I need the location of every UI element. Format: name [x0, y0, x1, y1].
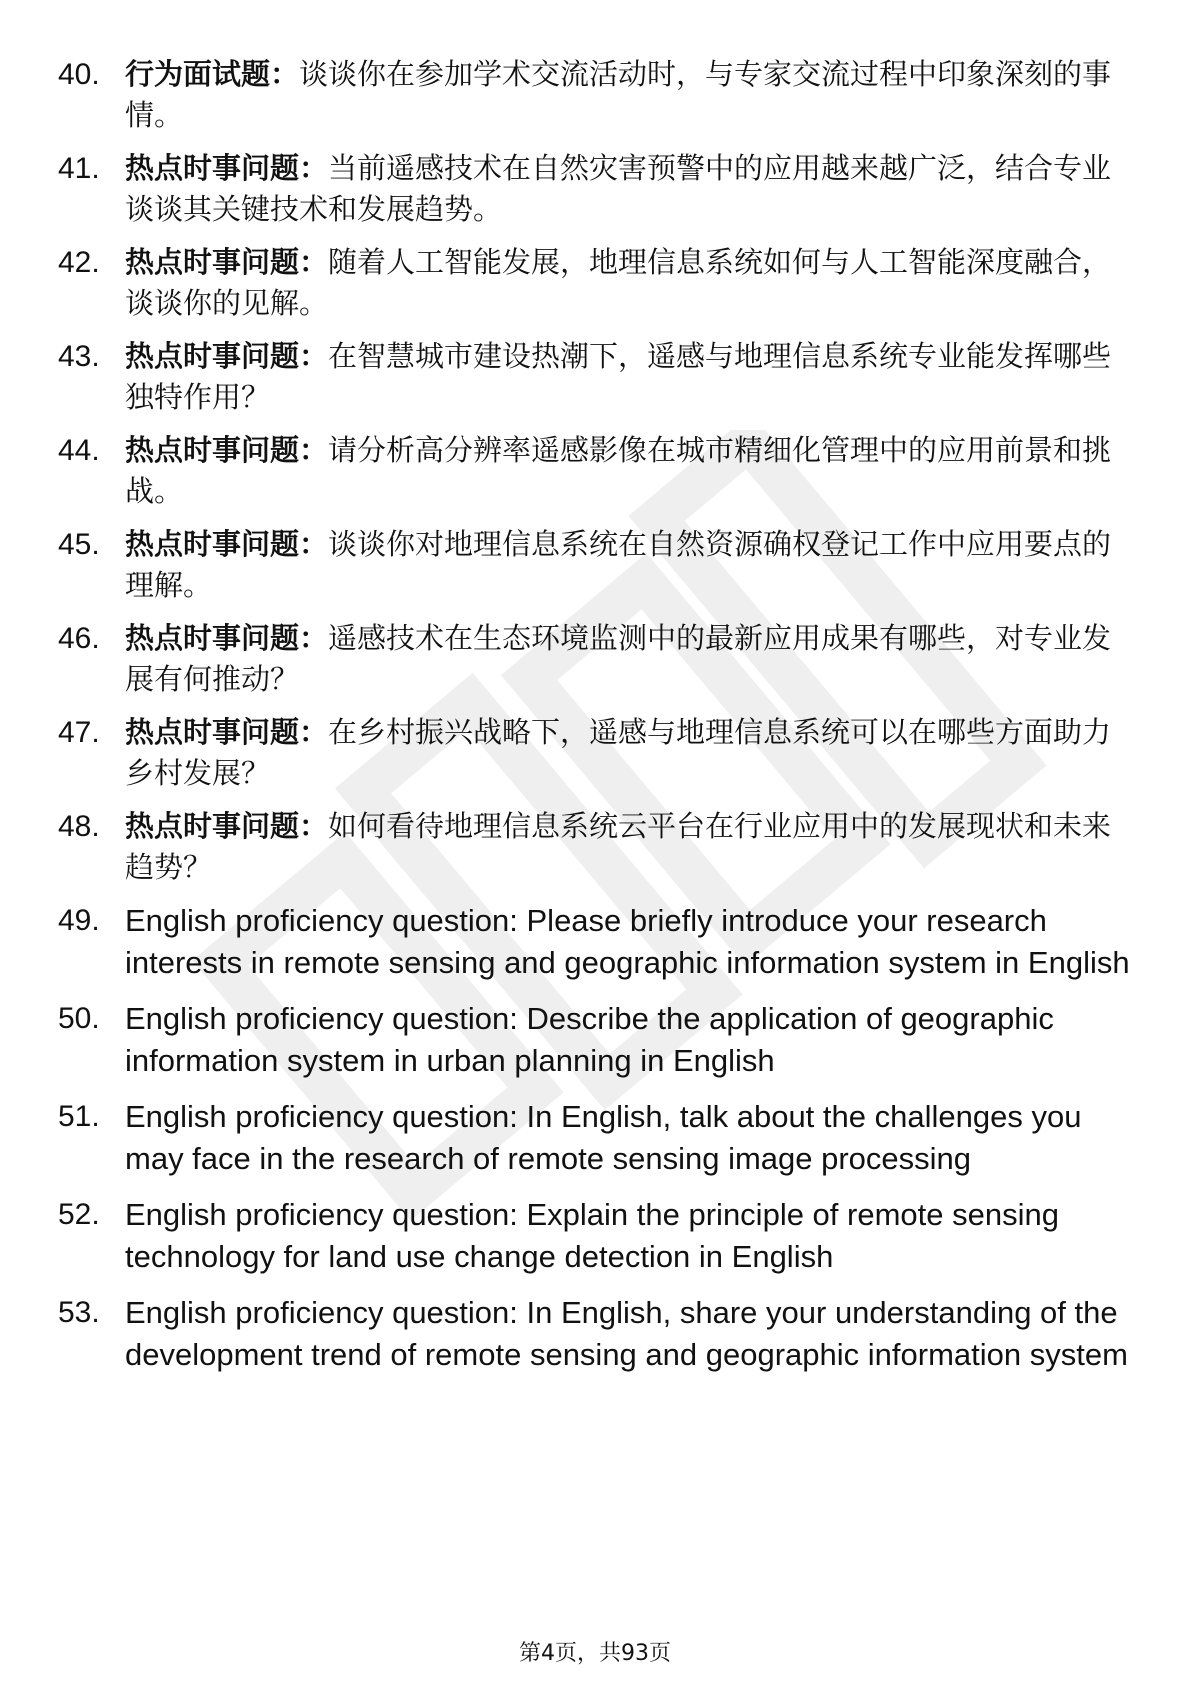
question-text: 如何看待地理信息系统云平台在行业应用中的发展现状和未来趋势？ [125, 809, 1112, 884]
question-text: 遥感技术在生态环境监测中的最新应用成果有哪些，对专业发展有何推动？ [125, 621, 1112, 696]
question-item [58, 712, 1138, 794]
question-item [58, 524, 1138, 606]
question-category: 热点时事问题： [125, 527, 329, 561]
question-text: 在乡村振兴战略下，遥感与地理信息系统可以在哪些方面助力乡村发展？ [125, 715, 1112, 790]
question-item [58, 998, 1138, 1082]
question-category: 热点时事问题： [125, 809, 329, 843]
question-text: English proficiency question: Please briefly introduce your research interests in remote sensing and geographic information system in English [125, 903, 1130, 980]
question-text: 在智慧城市建设热潮下，遥感与地理信息系统专业能发挥哪些独特作用？ [125, 339, 1112, 414]
question-number: 43. [58, 340, 100, 373]
question-item [58, 54, 1138, 136]
question-text: English proficiency question: In English, talk about the challenges you may face in the research of remote sensing image processing [125, 1099, 1082, 1176]
question-category: 热点时事问题： [125, 715, 329, 749]
question-number: 40. [58, 58, 100, 91]
question-text: English proficiency question: Describe the application of geographic information system in urban planning in English [125, 1001, 1054, 1078]
question-category: 热点时事问题： [125, 339, 329, 373]
question-number: 50. [58, 1002, 100, 1035]
question-item [58, 1096, 1138, 1180]
question-number: 51. [58, 1100, 100, 1133]
question-number: 44. [58, 434, 100, 467]
question-number: 49. [58, 904, 100, 937]
question-text: 谈谈你在参加学术交流活动时，与专家交流过程中印象深刻的事情。 [125, 57, 1112, 132]
question-number: 48. [58, 810, 100, 843]
page-number-label: 第4页，共93页 [519, 1641, 671, 1666]
question-category: 热点时事问题： [125, 151, 329, 185]
question-number: 53. [58, 1296, 100, 1329]
question-item [58, 806, 1138, 888]
question-text: English proficiency question: In English, share your understanding of the development trend of remote sensing and geographic information system [125, 1295, 1128, 1372]
question-number: 46. [58, 622, 100, 655]
page-footer [0, 1636, 1190, 1667]
question-item [58, 242, 1138, 324]
question-number: 52. [58, 1198, 100, 1231]
question-number: 45. [58, 528, 100, 561]
question-category: 行为面试题： [125, 57, 300, 91]
question-number: 41. [58, 152, 100, 185]
question-item [58, 148, 1138, 230]
question-item [58, 1194, 1138, 1278]
question-number: 47. [58, 716, 100, 749]
question-item [58, 1292, 1138, 1376]
question-category: 热点时事问题： [125, 433, 329, 467]
question-item [58, 900, 1138, 984]
question-text: English proficiency question: Explain the principle of remote sensing technology for land use change detection in English [125, 1197, 1059, 1274]
question-category: 热点时事问题： [125, 245, 329, 279]
question-item [58, 336, 1138, 418]
question-text: 请分析高分辨率遥感影像在城市精细化管理中的应用前景和挑战。 [125, 433, 1112, 508]
question-item [58, 618, 1138, 700]
question-number: 42. [58, 246, 100, 279]
question-list [58, 54, 1138, 1390]
question-text: 谈谈你对地理信息系统在自然资源确权登记工作中应用要点的理解。 [125, 527, 1112, 602]
question-category: 热点时事问题： [125, 621, 329, 655]
question-text: 随着人工智能发展，地理信息系统如何与人工智能深度融合，谈谈你的见解。 [125, 245, 1112, 320]
question-item [58, 430, 1138, 512]
question-text: 当前遥感技术在自然灾害预警中的应用越来越广泛，结合专业谈谈其关键技术和发展趋势。 [125, 151, 1112, 226]
